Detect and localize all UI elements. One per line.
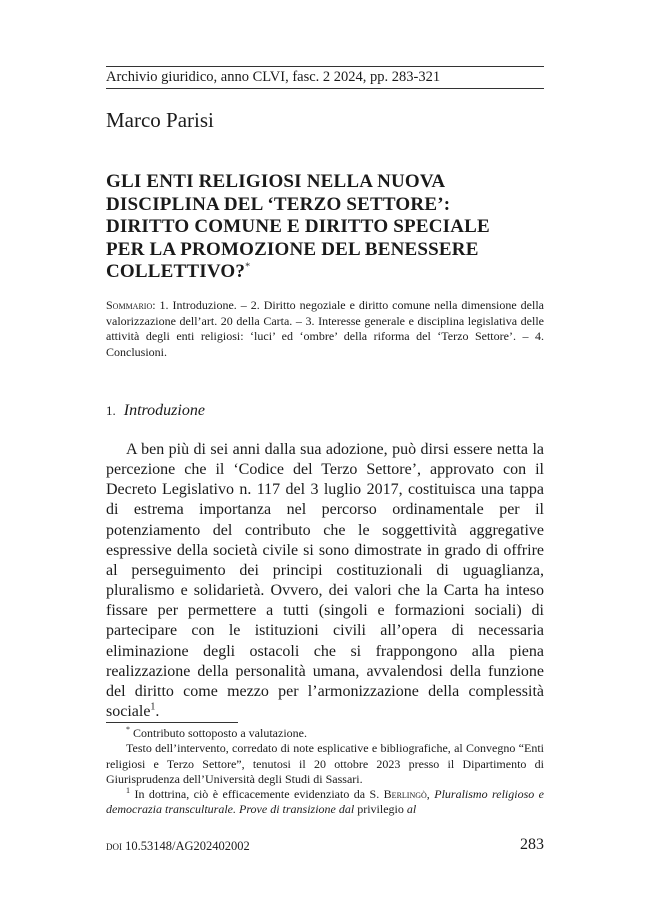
footnote-1-marker: 1 [126, 786, 130, 796]
footnote-1-author: Berlingò [383, 787, 427, 802]
footnote-divider [106, 722, 238, 723]
body-period: . [155, 703, 160, 721]
title-line: DISCIPLINA DEL ‘TERZO SETTORE’: [106, 193, 451, 215]
footnote-1-text: In dottrina, ciò è efficacemente evidenziato da S. [130, 787, 384, 802]
summary-label: Sommario: [106, 298, 156, 312]
article-title [106, 171, 546, 284]
footnote-ref[interactable]: 1 [150, 701, 156, 713]
title-line-text: COLLETTIVO? [106, 261, 246, 283]
summary-text: 1. Introduzione. – 2. Diritto negoziale e diritto comune nella dimensione della valorizzazione dell’art. 20 della Carta. – 3. Interesse generale e disciplina legislativa delle attività degli enti religiosi: ‘luci’ ed ‘ombre’ della riforma del ‘Terzo Settore’. – 4. Conclusioni. [106, 298, 544, 359]
title-line: GLI ENTI RELIGIOSI NELLA NUOVA [106, 171, 446, 192]
title-footnote-marker[interactable]: * [245, 262, 251, 274]
section-title: Introduzione [123, 402, 205, 419]
section-heading [106, 401, 205, 421]
page-number: 283 [520, 836, 544, 853]
journal-header: Archivio giuridico, anno CLVI, fasc. 2 2024, pp. 283-321 [106, 66, 544, 89]
article-author: Marco Parisi [106, 108, 214, 132]
footnote-1-work-title-cont: al [406, 802, 417, 817]
article-summary [106, 298, 544, 360]
body-paragraph [106, 440, 544, 722]
title-line: PER LA PROMOZIONE DEL BENESSERE [106, 238, 479, 260]
footnote-star-continued: Testo dell’intervento, corredato di note esplicative e bibliografiche, al Convegno “Enti religiosi e Terzo Settore”, tenutosi il 20 ottobre 2023 presso il Dipartimento di Giurisprudenza dell’Università degli Studi di Sassari. [106, 741, 544, 786]
doi-label: doi [106, 839, 122, 853]
footnote-star-text: Contributo sottoposto a valutazione. [130, 726, 307, 740]
footnote-1-sep: , [426, 787, 435, 802]
footnote-1-mid: privilegio [354, 802, 407, 817]
footnote-1 [106, 787, 544, 818]
doi-line [106, 838, 250, 854]
footnote-star-marker: * [126, 725, 130, 734]
doi-value[interactable]: 10.53148/AG202402002 [122, 839, 250, 853]
footnote-1-work-title: Pluralismo religioso e democrazia transculturale. Prove di transizione dal [106, 787, 545, 817]
footnotes [106, 726, 544, 818]
section-number: 1. [106, 403, 116, 418]
title-line: DIRITTO COMUNE E DIRITTO SPECIALE [106, 216, 490, 238]
footnote-star [106, 726, 544, 741]
title-line [106, 261, 546, 284]
body-paragraph-text: A ben più di sei anni dalla sua adozione, può dirsi essere netta la percezione che il ‘Codice del Terzo Settore’, approvato con il Decreto Legislativo n. 117 del 3 luglio 2017, costituisca una tappa di estrema importanza nel percorso ordinamentale per il potenziamento del contributo che le soggettività aggregative espressive della società civile si sono dimostrate in grado di offrire al perseguimento dei principi costituzionali di uguaglianza, pluralismo e solidarietà. Ovvero, dei valori che la Carta ha inteso fissare per permettere a tutti (singoli e formazioni sociali) di partecipare con le istituzioni civili all’opera di necessaria eliminazione degli ostacoli che si frappongono alla piena realizzazione della personalità umana, avvalendosi della funzione del diritto come mezzo per l’armonizzazione della complessità sociale [106, 441, 544, 721]
